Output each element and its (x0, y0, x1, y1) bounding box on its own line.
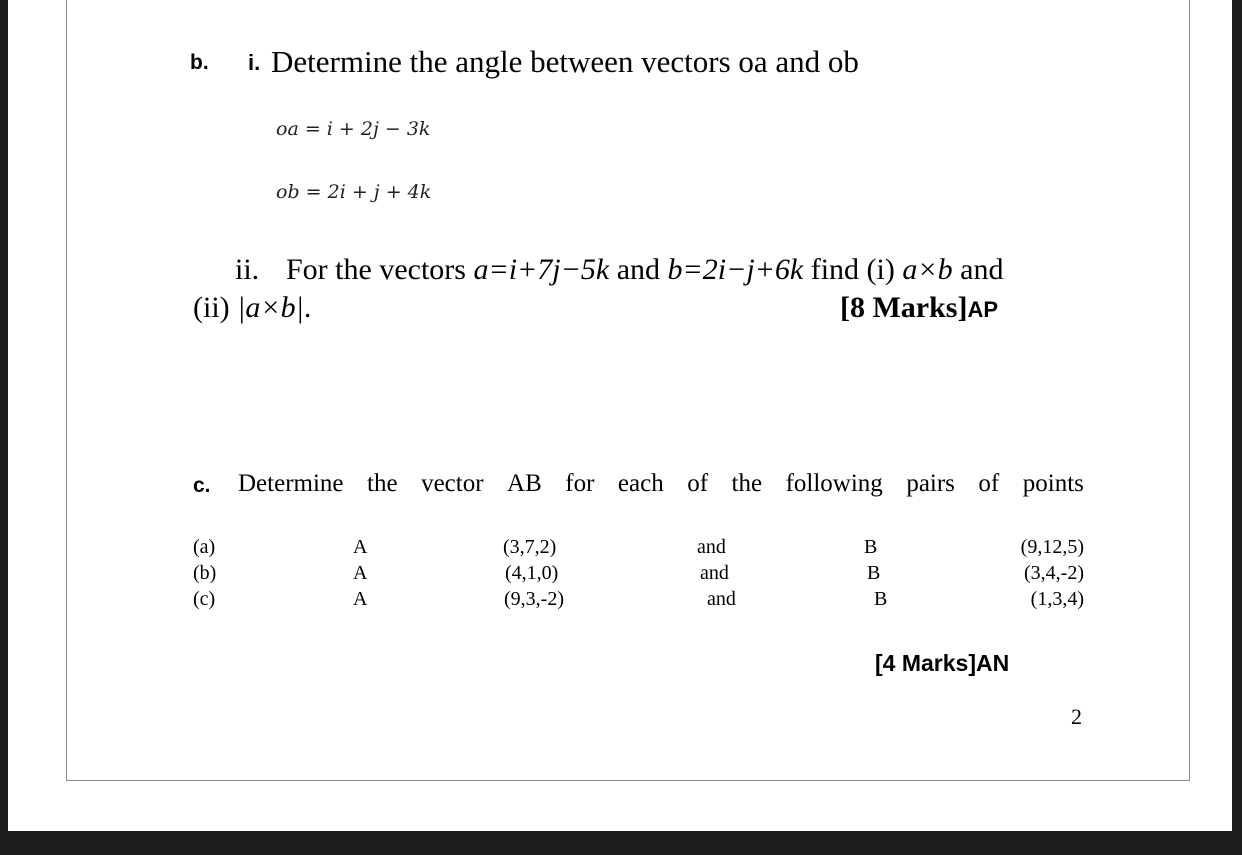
part-c-word: Determine (238, 470, 344, 497)
part-b-ii-label: ii. (235, 253, 260, 286)
part-b-i-question: Determine the angle between vectors oa and ob (271, 44, 859, 79)
point-b-label: B (867, 562, 881, 584)
point-b-label: B (874, 588, 888, 610)
point-a-label: A (353, 536, 368, 558)
equation-ob (276, 181, 431, 203)
and-text: and (697, 536, 726, 558)
point-b-coordinates: (1,3,4) (1030, 588, 1084, 610)
part-c-word: the (731, 470, 763, 497)
point-b-coordinates: (3,4,-2) (1024, 562, 1084, 584)
part-c-word: the (367, 470, 398, 497)
part-b-marks (840, 291, 998, 325)
point-a-label: A (353, 562, 368, 584)
point-b-label: B (864, 536, 878, 558)
point-a-coordinates: (4,1,0) (505, 562, 559, 584)
row-id: (b) (193, 562, 217, 584)
part-c-word: of (978, 470, 1000, 497)
part-c-question (238, 470, 1084, 498)
and-text: and (707, 588, 736, 610)
row-id: (c) (193, 588, 216, 610)
part-c-word: for (565, 470, 595, 497)
part-c-word: pairs (906, 470, 955, 497)
vector-a-expression: a=i+7j−5k (473, 253, 610, 286)
part-b-marks-tag: AP (967, 297, 999, 322)
part-b-label: b. (190, 51, 209, 74)
ii-text-3: find (i) (803, 253, 903, 286)
part-b-ii-question-line2 (193, 291, 311, 325)
ii-line2-suffix: . (303, 291, 312, 324)
part-c-word: points (1022, 470, 1084, 497)
page-border (66, 0, 1190, 781)
part-b-i-label: i. (248, 50, 261, 75)
equation-oa-lhs: oa (276, 118, 299, 140)
part-b-ii-question-line1 (286, 253, 1003, 287)
document-page (8, 0, 1232, 831)
equation-ob-equals: = (299, 181, 328, 203)
part-c-word: of (687, 470, 709, 497)
point-a-coordinates: (3,7,2) (503, 536, 557, 558)
equation-ob-lhs: ob (276, 181, 300, 203)
ii-line2-prefix: (ii) (193, 291, 238, 324)
point-a-label: A (353, 588, 368, 610)
part-c-label: c. (193, 474, 211, 497)
ii-text-1: For the vectors (286, 253, 474, 286)
point-a-coordinates: (9,3,-2) (504, 588, 564, 610)
part-b-marks-value: [8 Marks] (840, 291, 968, 324)
cross-product-magnitude: |a×b| (237, 291, 304, 324)
page-number: 2 (1071, 704, 1082, 729)
and-text: and (700, 562, 729, 584)
part-c-marks: [4 Marks]AN (875, 650, 1010, 676)
part-c-word: each (617, 470, 664, 497)
equation-oa-rhs: i + 2j − 3k (326, 118, 431, 140)
part-c-word: AB (507, 470, 542, 497)
cross-product-expression: a×b (902, 253, 953, 286)
equation-oa-equals: = (298, 118, 327, 140)
part-c-word: following (785, 470, 883, 497)
equation-ob-rhs: 2i + j + 4k (327, 181, 432, 203)
ii-text-2: and (609, 253, 668, 286)
vector-b-expression: b=2i−j+6k (667, 253, 804, 286)
row-id: (a) (193, 536, 216, 558)
ii-text-4: and (952, 253, 1004, 286)
point-b-coordinates: (9,12,5) (1020, 536, 1084, 558)
part-c-word: vector (421, 470, 484, 497)
equation-oa (276, 118, 430, 140)
